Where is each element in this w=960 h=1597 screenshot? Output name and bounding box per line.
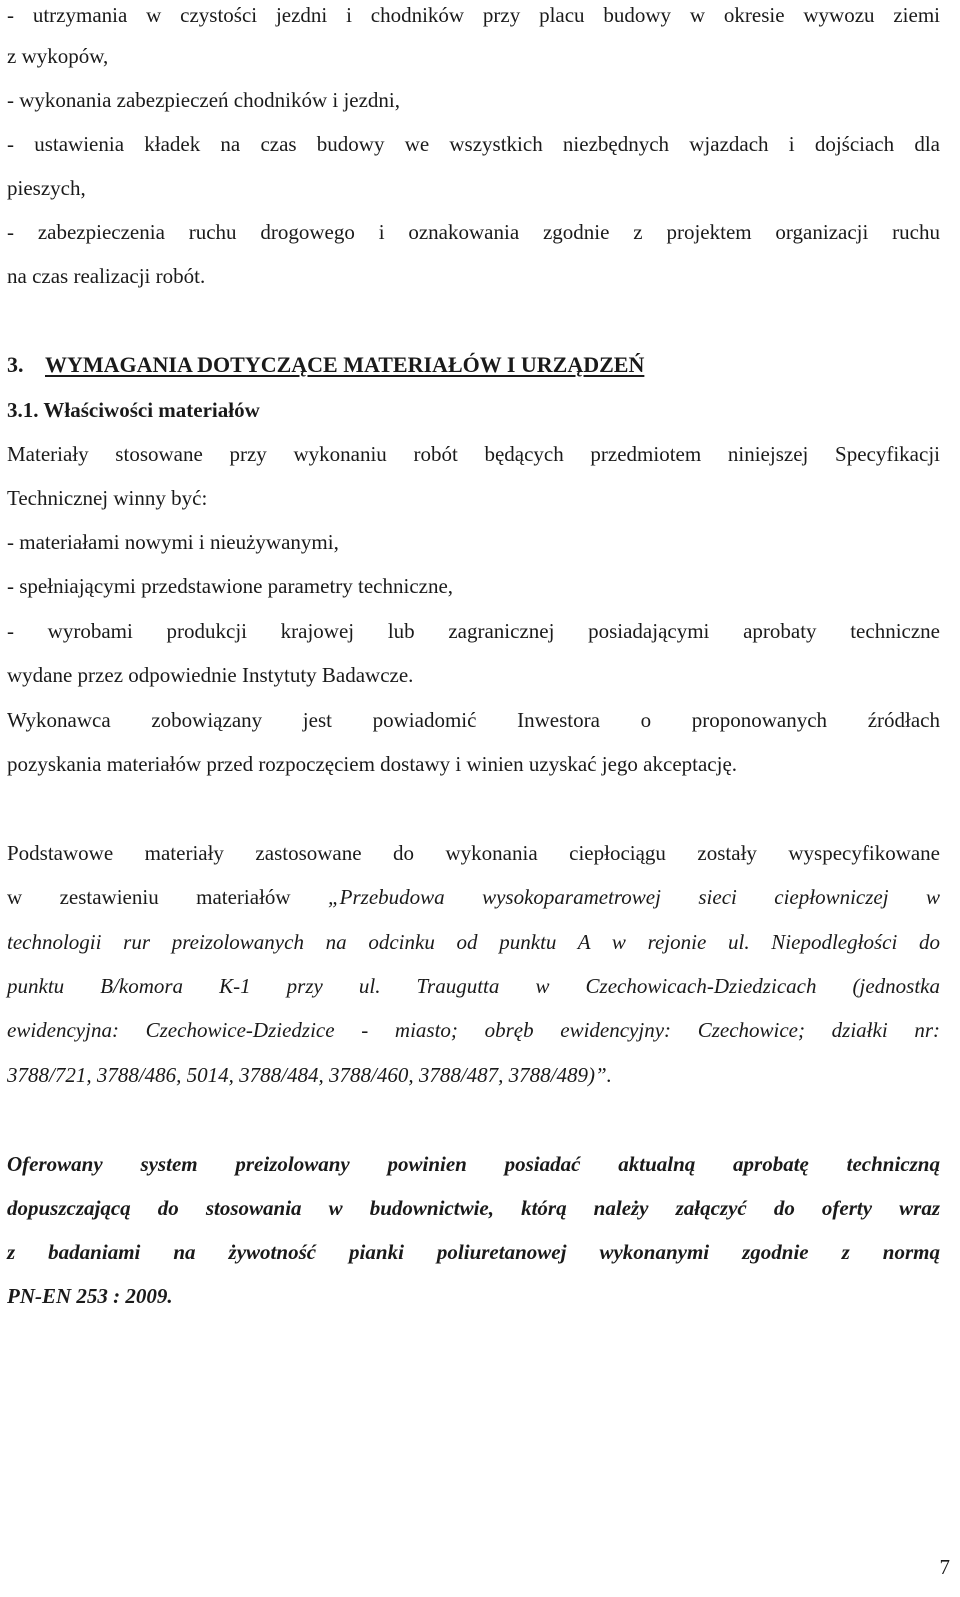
section-3-1-line: Technicznej winny być: — [7, 486, 208, 510]
intro-line: z wykopów, — [7, 44, 109, 68]
offer-note-line: Oferowany system preizolowany powinien posiadać aktualną aprobatę techniczną — [7, 1152, 940, 1176]
intro-line: - zabezpieczenia ruchu drogowego i oznakowania zgodnie z projektem organizacji ruchu — [7, 220, 940, 244]
section-3-1-line: - wyrobami produkcji krajowej lub zagranicznej posiadającymi aprobaty techniczne — [7, 619, 940, 643]
materials-italic-line: punktu B/komora K-1 przy ul. Traugutta w Czechowicach-Dziedzicach (jednostka — [7, 974, 940, 998]
materials-italic-line: 3788/721, 3788/486, 5014, 3788/484, 3788/460, 3788/487, 3788/489)”. — [7, 1063, 612, 1087]
section-3-number: 3. — [7, 352, 24, 377]
section-3-1-line: wydane przez odpowiednie Instytuty Badawcze. — [7, 663, 414, 687]
section-3-1-line: - materiałami nowymi i nieużywanymi, — [7, 530, 339, 554]
intro-line: - wykonania zabezpieczeń chodników i jezdni, — [7, 88, 401, 112]
page-number: 7 — [939, 1555, 950, 1579]
materials-italic-line: technologii rur preizolowanych na odcinku od punktu A w rejonie ul. Niepodległości do — [7, 930, 940, 954]
materials-italic-text: „Przebudowa wysokoparametrowej sieci ciepłowniczej w — [328, 885, 940, 909]
materials-line: Podstawowe materiały zastosowane do wykonania ciepłociągu zostały wyspecyfikowane — [7, 841, 940, 865]
section-3-1-line: pozyskania materiałów przed rozpoczęciem dostawy i winien uzyskać jego akceptację. — [7, 752, 738, 776]
materials-plain-text: w zestawieniu materiałów — [7, 885, 328, 909]
section-3-heading — [7, 350, 940, 380]
materials-italic-line: ewidencyjna: Czechowice-Dziedzice - miasto; obręb ewidencyjny: Czechowice; działki nr: — [7, 1018, 940, 1042]
offer-note-line: z badaniami na żywotność pianki poliuretanowej wykonanymi zgodnie z normą — [7, 1240, 940, 1264]
intro-line: - ustawienia kładek na czas budowy we wszystkich niezbędnych wjazdach i dojściach dla — [7, 132, 940, 156]
section-3-1-line: Wykonawca zobowiązany jest powiadomić Inwestora o proponowanych źródłach — [7, 708, 940, 732]
offer-note-line: PN-EN 253 : 2009. — [7, 1284, 173, 1308]
intro-line: na czas realizacji robót. — [7, 264, 206, 288]
materials-line — [7, 882, 940, 912]
section-3-1-line: - spełniającymi przedstawione parametry techniczne, — [7, 574, 454, 598]
intro-line: pieszych, — [7, 176, 86, 200]
section-3-1-heading: 3.1. Właściwości materiałów — [7, 398, 260, 422]
section-3-1-line: Materiały stosowane przy wykonaniu robót będących przedmiotem niniejszej Specyfikacji — [7, 442, 940, 466]
section-3-title: WYMAGANIA DOTYCZĄCE MATERIAŁÓW I URZĄDZEŃ — [45, 352, 645, 377]
offer-note-line: dopuszczającą do stosowania w budownictwie, którą należy załączyć do oferty wraz — [7, 1196, 940, 1220]
intro-line: - utrzymania w czystości jezdni i chodników przy placu budowy w okresie wywozu ziemi — [7, 3, 940, 27]
